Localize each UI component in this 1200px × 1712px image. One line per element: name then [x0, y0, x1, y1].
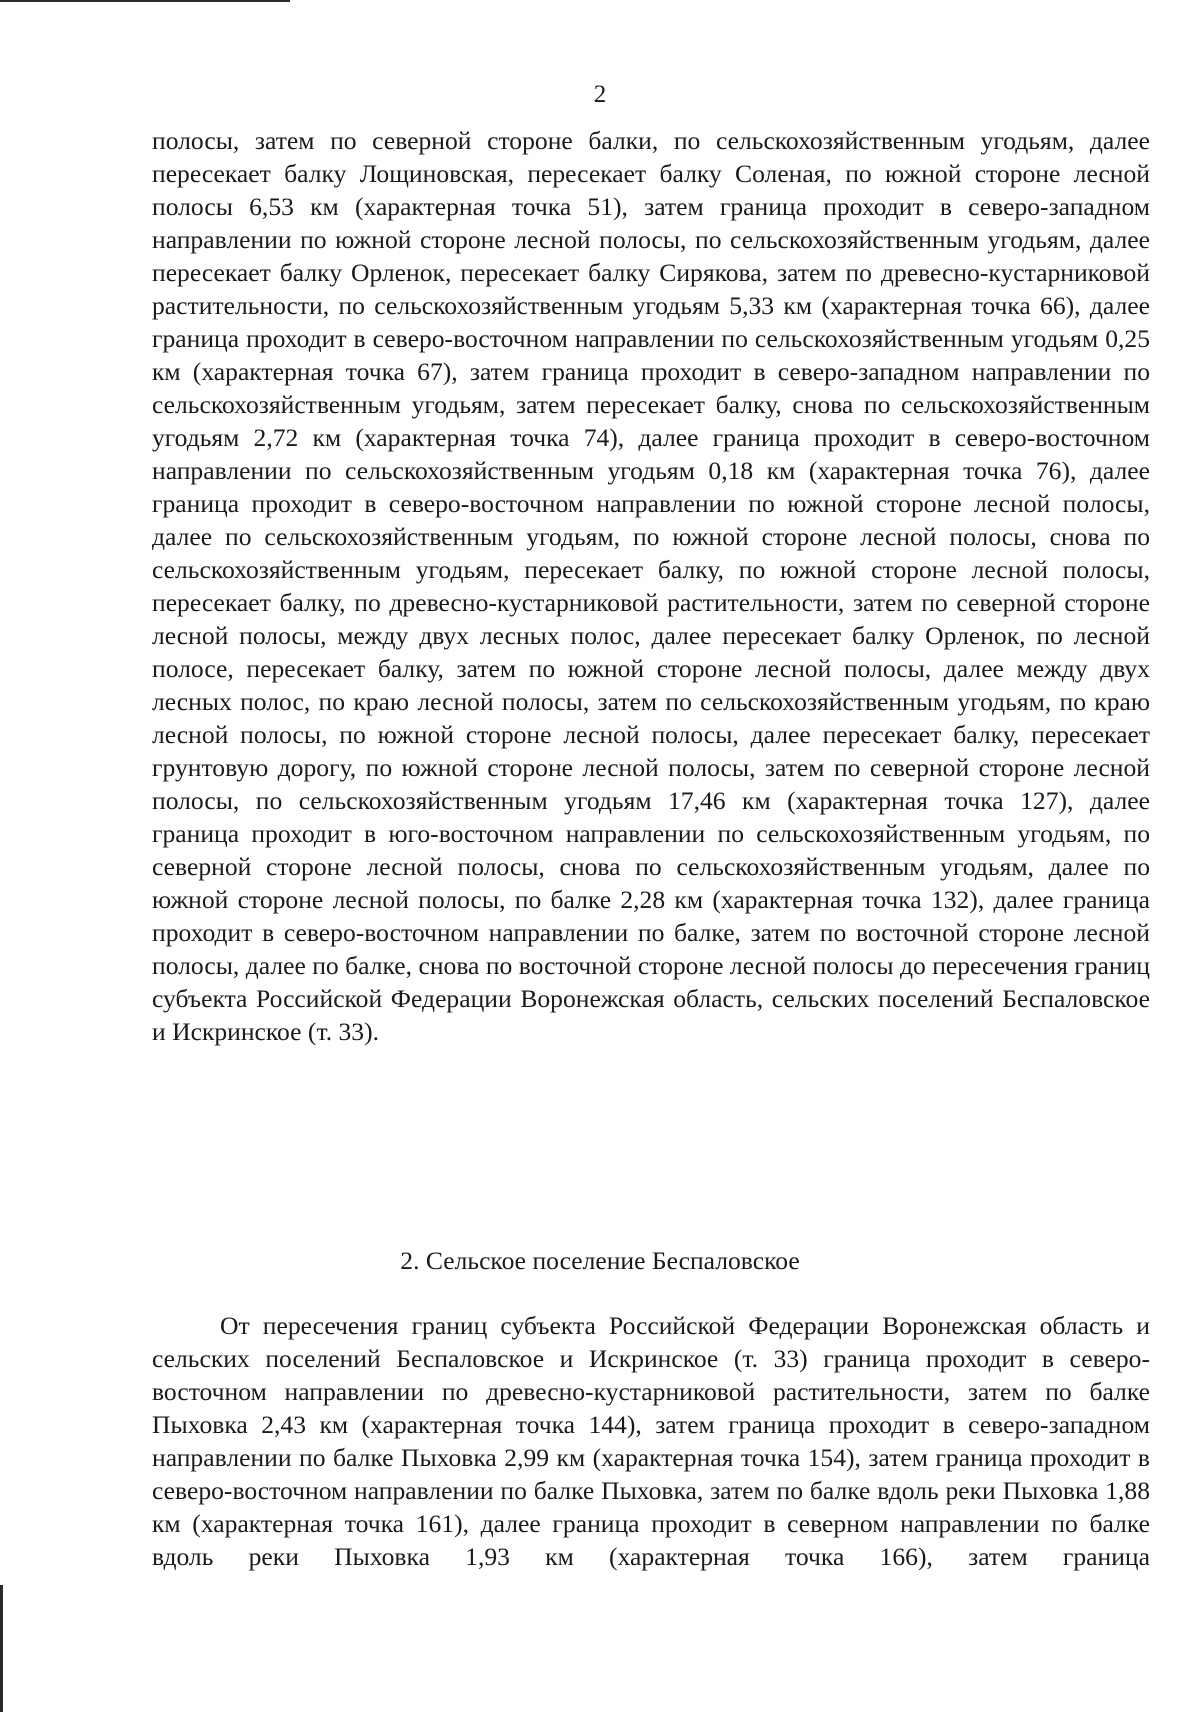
section-paragraph: От пересечения границ субъекта Российской Федерации Воронежская область и сельских поселений Беспаловское и Искринское (т. 33) граница проходит в северо-восточном направлении по древесно-кустарниковой растительности, затем по балке Пыховка 2,43 км (характерная точка 144), затем граница проходит в северо-западном направлении по балке Пыховка 2,99 км (характерная точка 154), затем граница проходит в северо-восточном направлении по балке Пыховка, затем по балке вдоль реки Пыховка 1,88 км (характерная точка 161), далее граница проходит в северном направлении по балке вдоль реки Пыховка 1,93 км (характерная точка 166), затем граница [152, 1311, 1150, 1571]
scan-edge-left [0, 1585, 3, 1712]
page-number: 2 [593, 81, 607, 108]
paragraph-continuation: полосы, затем по северной стороне балки, по сельскохозяйственным угодьям, далее пересекает балку Лощиновская, пересекает балку Соленая, по южной стороне лесной полосы 6,53 км (характерная точка 51), затем граница проходит в северо-западном направлении по южной стороне лесной полосы, по сельскохозяйственным угодьям, далее пересекает балку Орленок, пересекает балку Сирякова, затем по древесно-кустарниковой растительности, по сельскохозяйственным угодьям 5,33 км (характерная точка 66), далее граница проходит в северо-восточном направлении по сельскохозяйственным угодьям 0,25 км (характерная точка 67), затем граница проходит в северо-западном направлении по сельскохозяйственным угодьям, затем пересекает балку, снова по сельскохозяйственным угодьям 2,72 км (характерная точка 74), далее граница проходит в северо-восточном направлении по сельскохозяйственным угодьям 0,18 км (характерная точка 76), далее граница проходит в северо-восточном направлении по южной стороне лесной полосы, далее по сельскохозяйственным угодьям, по южной стороне лесной полосы, снова по сельскохозяйственным угодьям, пересекает балку, по южной стороне лесной полосы, пересекает балку, по древесно-кустарниковой растительности, затем по северной стороне лесной полосы, между двух лесных полос, далее пересекает балку Орленок, по лесной полосе, пересекает балку, затем по южной стороне лесной полосы, далее между двух лесных полос, по краю лесной полосы, затем по сельскохозяйственным угодьям, по краю лесной полосы, по южной стороне лесной полосы, далее пересекает балку, пересекает грунтовую дорогу, по южной стороне лесной полосы, затем по северной стороне лесной полосы, по сельскохозяйственным угодьям 17,46 км (характерная точка 127), далее граница проходит в юго-восточном направлении по сельскохозяйственным угодьям, по северной стороне лесной полосы, снова по сельскохозяйственным угодьям, далее по южной стороне лесной полосы, по балке 2,28 км (характерная точка 132), далее граница проходит в северо-восточном направлении по балке, затем по восточной стороне лесной полосы, далее по балке, снова по восточной стороне лесной полосы до пересечения границ субъекта Российской Федерации Воронежская область, сельских поселений Беспаловское и Искринское (т. 33). [152, 126, 1150, 1046]
scan-edge-top [0, 0, 290, 2]
section-heading: 2. Сельское поселение Беспаловское [400, 1246, 800, 1275]
